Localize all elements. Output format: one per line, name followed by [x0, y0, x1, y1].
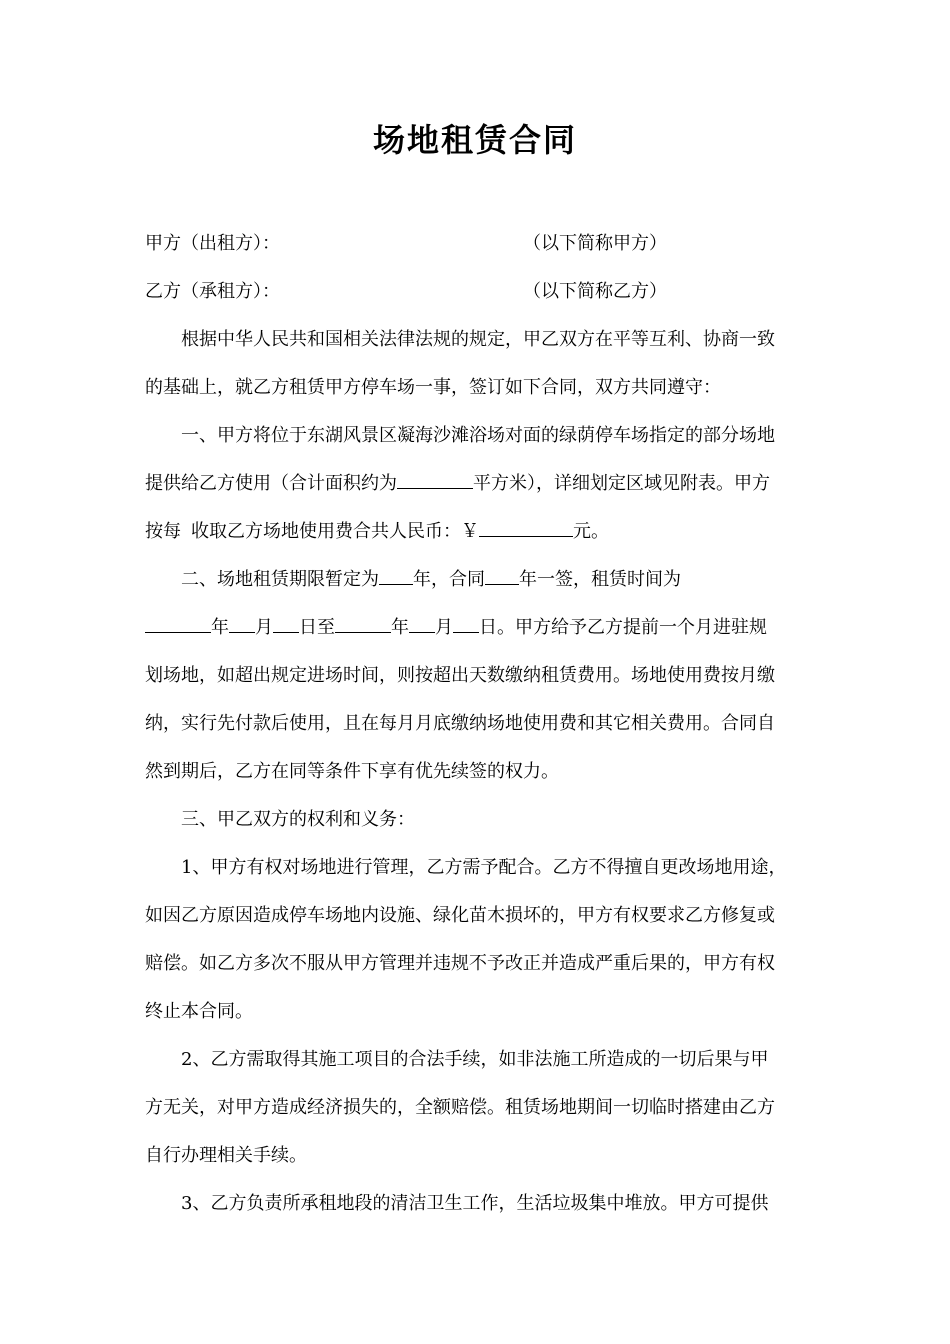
clause1-text-e: 元。	[573, 521, 609, 542]
clause1-line-1: 一、甲方将位于东湖风景区凝海沙滩浴场对面的绿荫停车场指定的部分场地	[181, 425, 775, 446]
renewal-years-blank[interactable]	[485, 566, 519, 585]
party-a-label: 甲方（出租方）：	[145, 233, 280, 254]
clause2-tail: 日。甲方给予乙方提前一个月进驻规	[479, 617, 767, 638]
clause1-text-b: 平方米），详细划定区域见附表。甲方	[473, 473, 770, 494]
clause2-text-c: 年一签，租赁时间为	[519, 569, 681, 590]
clause2-line-4: 纳，实行先付款后使用，且在每月月底缴纳场地使用费和其它相关费用。合同自	[145, 713, 775, 734]
clause2-line-2	[145, 614, 767, 642]
start-month-label: 月	[255, 617, 273, 638]
end-year-label: 年	[391, 617, 409, 638]
item2-line-2: 方无关，对甲方造成经济损失的，全额赔偿。租赁场地期间一切临时搭建由乙方	[145, 1097, 775, 1118]
start-month-blank[interactable]	[229, 614, 255, 633]
clause1-text-c: 按每	[145, 521, 181, 542]
end-month-blank[interactable]	[409, 614, 435, 633]
start-day-label: 日至	[299, 617, 335, 638]
clause2-line-3: 划场地，如超出规定进场时间，则按超出天数缴纳租赁费用。场地使用费按月缴	[145, 665, 775, 686]
intro-line-1: 根据中华人民共和国相关法律法规的规定，甲乙双方在平等互利、协商一致	[181, 329, 775, 350]
party-b-note: （以下简称乙方）	[523, 281, 667, 302]
clause3-heading: 三、甲乙双方的权利和义务：	[181, 809, 415, 830]
item1-line-3: 赔偿。如乙方多次不服从甲方管理并违规不予改正并造成严重后果的，甲方有权	[145, 953, 775, 974]
clause2-text-a: 二、场地租赁期限暂定为	[181, 569, 379, 590]
clause1-line-3	[145, 518, 609, 546]
end-year-blank[interactable]	[335, 614, 391, 633]
intro-line-2: 的基础上，就乙方租赁甲方停车场一事，签订如下合同，双方共同遵守：	[145, 377, 721, 398]
area-blank[interactable]	[397, 470, 473, 489]
item2-line-3: 自行办理相关手续。	[145, 1145, 307, 1166]
clause1-text-a: 提供给乙方使用（合计面积约为	[145, 473, 397, 494]
party-a-note: （以下简称甲方）	[523, 233, 667, 254]
item3-line-1: 3、乙方负责所承租地段的清洁卫生工作，生活垃圾集中堆放。甲方可提供	[181, 1193, 769, 1214]
document-title: 场地租赁合同	[372, 121, 577, 159]
item2-line-1: 2、乙方需取得其施工项目的合法手续，如非法施工所造成的一切后果与甲	[181, 1049, 769, 1070]
fee-blank[interactable]	[479, 518, 573, 537]
clause1-text-d: 收取乙方场地使用费合共人民币：￥	[191, 521, 479, 542]
clause2-text-b: 年，合同	[413, 569, 485, 590]
clause2-line-1	[181, 566, 681, 594]
term-years-blank[interactable]	[379, 566, 413, 585]
item1-line-2: 如因乙方原因造成停车场地内设施、绿化苗木损坏的，甲方有权要求乙方修复或	[145, 905, 775, 926]
clause2-line-5: 然到期后，乙方在同等条件下享有优先续签的权力。	[145, 761, 559, 782]
end-day-blank[interactable]	[453, 614, 479, 633]
start-day-blank[interactable]	[273, 614, 299, 633]
item1-line-1: 1、甲方有权对场地进行管理，乙方需予配合。乙方不得擅自更改场地用途，	[181, 857, 787, 878]
clause1-line-2	[145, 470, 770, 498]
end-month-label: 月	[435, 617, 453, 638]
start-year-label: 年	[211, 617, 229, 638]
item1-line-4: 终止本合同。	[145, 1001, 253, 1022]
party-b-label: 乙方（承租方）：	[145, 281, 280, 302]
start-year-blank[interactable]	[145, 614, 211, 633]
